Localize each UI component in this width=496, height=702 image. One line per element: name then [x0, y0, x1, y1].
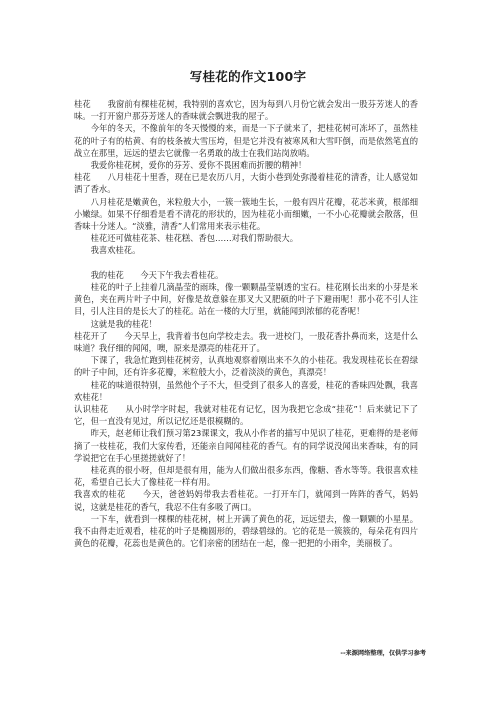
paragraph: 桂花的叶子上挂着几滴晶莹的雨珠，像一颗颗晶莹剔透的宝石。桂花刚长出来的小芽是米黄色，夹在两片叶子中间，好像是故意躲在那叉大又肥硕的叶子下避雨呢！那小花不引人注目，引人注目的是长大了的桂花。站在一楼的大厅里，就能闻到浓郁的花香呢！: [74, 282, 418, 317]
paragraph: 桂花真的很小呀，但却是很有用，能为人们做出很多东西，像糖、香水等等。我很喜欢桂花，希望自己长大了像桂花一样有用。: [74, 465, 418, 488]
paragraph: 我爱你桂花树，爱你的芬芳、爱你不畏困难而折腰的精神！: [74, 160, 307, 171]
paragraph: 我的桂花 今天下午我去看桂花。: [74, 269, 224, 280]
paragraph: 今年的冬天，不像前年的冬天慢慢的来，而是一下子就来了，把桂花树可冻坏了，虽然桂花的叶子有的枯黄、有的枝条被大雪压垮，但是它并没有被寒风和大雪吓倒，而是依然笔直的战立在那里，远远的望去它就像一名勇敢的战士在我们站岗放哨。: [74, 123, 418, 158]
paragraph: 桂花还可做桂花茶、桂花糕、香包……对我们帮助很大。: [74, 233, 299, 244]
paragraph: 桂花开了 今天早上，我背着书包向学校走去。我一进校门，一股花香扑鼻而来，这是什么味道？我仔细的闻闻，噢，原来是漂亮的桂花开了。: [74, 330, 418, 354]
paragraph: 桂花 我窗前有棵桂花树，我特别的喜欢它，因为每到八月份它就会发出一股芬芳迷人的香味。一打开窗户那芬芳迷人的香味就会飘进我的屋子。: [74, 99, 418, 122]
paragraph: 桂花的味道很特别，虽然他个子不大，但受到了很多人的喜爱，桂花的香味四处飘，我喜欢桂花！: [74, 379, 418, 402]
document-body: [74, 98, 418, 550]
paragraph: 桂花 八月桂花十里香，现在已是农历八月，大街小巷到处弥漫着桂花的清香，让人感觉如洒了香水。: [74, 172, 418, 195]
paragraph: 这就是我的桂花！: [74, 318, 157, 329]
paragraph: 认识桂花 从小时学字时起，我就对桂花有记忆，因为我把它念成“挂花”！后来就记下了它，但一直没有见过，所以记忆还是很模糊的。: [74, 404, 418, 427]
paragraph: 八月桂花是嫩黄色，米粒般大小，一簇一簇地生长，一般有四片花瓣，花芯米黄，根部细小嫩绿。如果不仔细看是看不清花的形状的，因为桂花小而细嫩，一不小心花瓣就会散落，但香味十分迷人。“淡雅，清香”人们常用来表示桂花。: [74, 196, 418, 232]
paragraph: 下课了，我急忙跑到桂花树旁，认真地观察着刚出来不久的小桂花。我发现桂花长在碧绿的叶子中间，还有许多花瓣，米粒般大小，泛着淡淡的黄色，真漂亮！: [74, 355, 418, 378]
source-note: --来源网络整理，仅供学习参考: [340, 650, 426, 657]
paragraph: 我喜欢桂花。: [74, 245, 141, 256]
paragraph: 一下车，就看到一棵棵的桂花树，树上开满了黄色的花，远远望去，像一颗颗的小星星。我不由得走近观看，桂花的叶子是椭圆形的，碧绿碧绿的。它的花是一簇簇的，每朵花有四片黄色的花瓣，花蕊也是黄色的。它们亲密的团结在一起，像一把把的小雨伞，美丽极了。: [74, 513, 418, 549]
paragraph: 昨天，赵老师让我们预习第23课课文，我从小作者的描写中见识了桂花，更难得的是老师摘了一枝桂花，我们大家传看，还能亲自闻闻桂花的香气。有的同学说没闻出来香味，有的同学说把它在手心里搓搓就好了！: [74, 428, 418, 463]
document-title: 写桂花的作文100字: [189, 69, 307, 84]
paragraph: 我喜欢的桂花 今天，爸爸妈妈带我去看桂花。一打开车门，就闻到一阵阵的香气，妈妈说，这就是桂花的香气，我忍不住有多吸了两口。: [74, 489, 418, 512]
blank-line: [74, 257, 418, 269]
